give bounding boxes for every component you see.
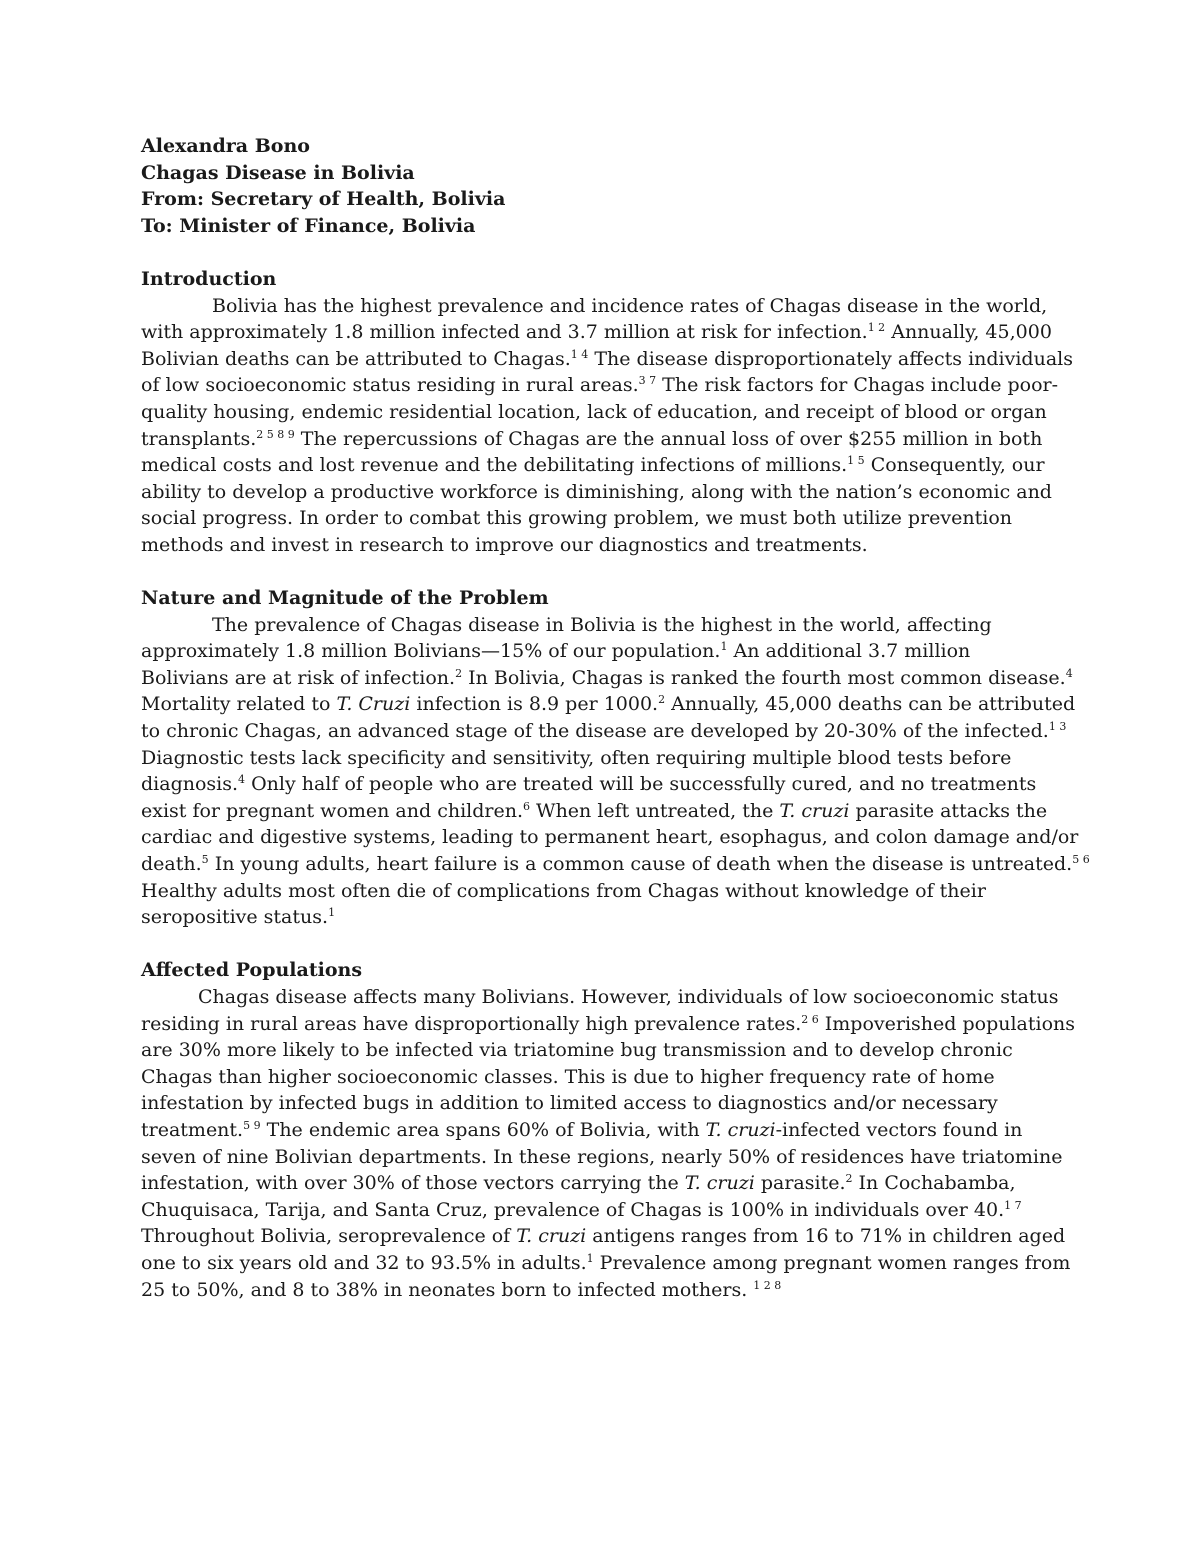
section-body-introduction: [141, 293, 1073, 559]
citation-superscript: 1 2 8: [753, 1278, 782, 1292]
citation-superscript: 1 3: [1048, 720, 1067, 734]
citation-superscript: 2 5 8 9: [256, 427, 295, 441]
citation-superscript: 4: [1065, 666, 1073, 680]
memo-to: To: Minister of Finance, Bolivia: [141, 214, 476, 237]
text-line: 25 to 50%, and 8 to 38% in neonates born to infected mothers. $^{1 2 8}$: [141, 1278, 782, 1301]
citation-superscript: 2: [845, 1172, 853, 1186]
text-line: to chronic Chagas, an advanced stage of the disease are developed by 20-30% of the infected.$^{1 3}$: [141, 720, 1067, 743]
citation-superscript: 1 7: [1004, 1198, 1022, 1212]
text-line: exist for pregnant women and children.$^6$ When left untreated, the T. cruzi parasite attacks the: [141, 799, 1048, 822]
citation-superscript: 2: [658, 693, 666, 707]
text-line: seven of nine Bolivian departments. In these regions, nearly 50% of residences have triatomine: [141, 1145, 1063, 1168]
citation-superscript: 1 5: [847, 454, 865, 468]
section-heading-nature-magnitude: Nature and Magnitude of the Problem: [141, 587, 549, 610]
text-line: infestation by infected bugs in addition to limited access to diagnostics and/or necessary: [141, 1092, 998, 1115]
citation-superscript: 5 6: [1072, 853, 1090, 867]
citation-superscript: 2 6: [801, 1012, 819, 1026]
text-line: one to six years old and 32 to 93.5% in adults.$^1$ Prevalence among pregnant women ranges from: [141, 1251, 1071, 1274]
citation-superscript: 1: [586, 1251, 594, 1265]
text-line: death.$^5$ In young adults, heart failure is a common cause of death when the disease is untreated.$^{5 6}$: [141, 853, 1090, 876]
text-line: ability to develop a productive workforce is diminishing, along with the nation’s economic and: [141, 480, 1052, 503]
citation-superscript: 5 9: [243, 1118, 261, 1132]
citation-superscript: 2: [455, 666, 463, 680]
species-name: T. cruzi: [516, 1225, 587, 1248]
text-line: Diagnostic tests lack specificity and sensitivity, often requiring multiple blood tests before: [141, 746, 1012, 769]
section-body-affected-populations: [141, 984, 1076, 1303]
text-line: Chagas disease affects many Bolivians. However, individuals of low socioeconomic status: [198, 986, 1059, 1008]
text-line: with approximately 1.8 million infected and 3.7 million at risk for infection.$^{1 2}$ Annually, 45,000: [141, 321, 1052, 344]
text-line: Chagas than higher socioeconomic classes. This is due to higher frequency rate of home: [141, 1065, 995, 1088]
author-name: Alexandra Bono: [141, 135, 310, 157]
text-line: of low socioeconomic status residing in rural areas.$^{3 7}$ The risk factors for Chagas include poor-: [141, 374, 1059, 397]
citation-superscript: 1: [328, 906, 336, 920]
citation-superscript: 3 7: [638, 374, 657, 388]
text-line: are 30% more likely to be infected via triatomine bug transmission and to develop chronic: [141, 1039, 1013, 1062]
species-name: T. cruzi: [779, 799, 850, 822]
text-line: Bolivians are at risk of infection.$^2$ In Bolivia, Chagas is ranked the fourth most common disease.$^4$: [141, 666, 1073, 689]
text-line: approximately 1.8 million Bolivians—15% of our population.$^1$ An additional 3.7 million: [141, 640, 971, 663]
text-line: seropositive status.$^1$: [141, 906, 336, 929]
species-name: T. cruzi: [684, 1172, 755, 1195]
document-page: [141, 133, 1090, 1303]
citation-superscript: 1: [720, 640, 728, 654]
citation-superscript: 5: [201, 853, 209, 867]
species-name: T. cruzi: [705, 1118, 776, 1141]
text-line: The prevalence of Chagas disease in Bolivia is the highest in the world, affecting: [212, 613, 992, 636]
text-line: social progress. In order to combat this growing problem, we must both utilize prevention: [141, 507, 1013, 530]
memo-from: From: Secretary of Health, Bolivia: [141, 188, 506, 211]
text-line: medical costs and lost revenue and the debilitating infections of millions.$^{1 5}$ Consequently, our: [141, 454, 1045, 477]
text-line: infestation, with over 30% of those vectors carrying the T. cruzi parasite.$^2$ In Cochabamba,: [141, 1172, 1016, 1195]
section-heading-introduction: Introduction: [141, 267, 277, 290]
text-line: Bolivia has the highest prevalence and incidence rates of Chagas disease in the world,: [212, 294, 1048, 317]
text-line: Mortality related to T. Cruzi infection is 8.9 per 1000.$^2$ Annually, 45,000 deaths can be attributed: [141, 693, 1076, 716]
text-line: cardiac and digestive systems, leading to permanent heart, esophagus, and colon damage and/or: [141, 826, 1079, 849]
citation-superscript: 1 2: [867, 321, 886, 335]
text-line: treatment.$^{5 9}$ The endemic area spans 60% of Bolivia, with T. cruzi-infected vectors found in: [141, 1118, 1023, 1141]
text-line: diagnosis.$^4$ Only half of people who are treated will be successfully cured, and no treatments: [141, 773, 1037, 796]
text-line: Throughout Bolivia, seroprevalence of T. cruzi antigens ranges from 16 to 71% in children aged: [141, 1225, 1066, 1248]
section-body-nature-magnitude: [141, 612, 1090, 931]
citation-superscript: 1 4: [570, 347, 589, 361]
text-line: transplants.$^{2 5 8 9}$ The repercussions of Chagas are the annual loss of over $255 million in both: [141, 427, 1043, 450]
citation-superscript: 6: [523, 799, 530, 813]
text-line: Chuquisaca, Tarija, and Santa Cruz, prevalence of Chagas is 100% in individuals over 40.$^{1 7}$: [141, 1198, 1022, 1221]
section-heading-affected-populations: Affected Populations: [141, 959, 363, 982]
species-name: T. Cruzi: [336, 693, 411, 716]
text-line: quality housing, endemic residential location, lack of education, and receipt of blood or organ: [141, 400, 1047, 423]
citation-superscript: 4: [238, 773, 246, 787]
text-line: methods and invest in research to improve our diagnostics and treatments.: [141, 533, 868, 556]
text-line: residing in rural areas have disproportionally high prevalence rates.$^{2 6}$ Impoverished populations: [141, 1012, 1076, 1035]
text-line: Healthy adults most often die of complications from Chagas without knowledge of their: [141, 879, 986, 902]
text-line: Bolivian deaths can be attributed to Chagas.$^{1 4}$ The disease disproportionately affects individuals: [141, 347, 1073, 370]
document-title: Chagas Disease in Bolivia: [141, 161, 415, 184]
